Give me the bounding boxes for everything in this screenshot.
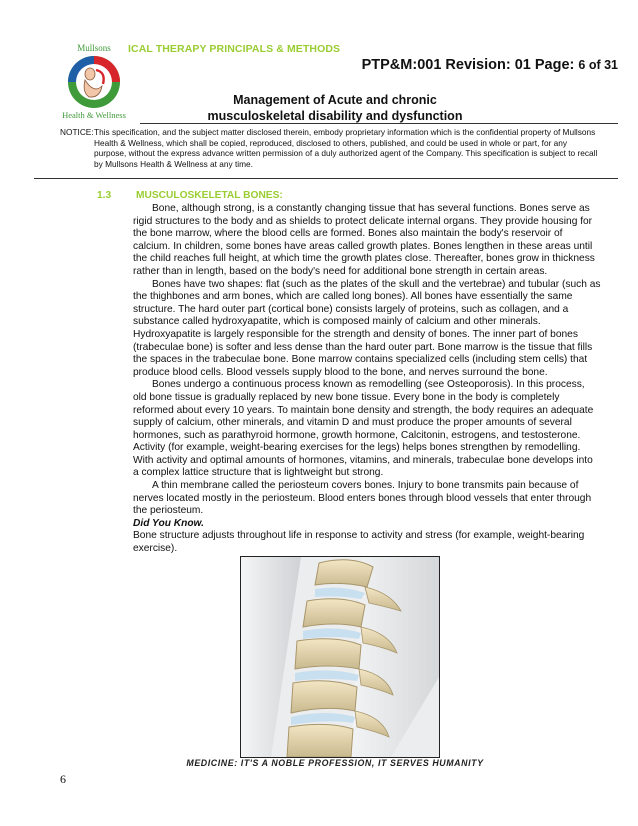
footer-motto: MEDICINE: IT'S A NOBLE PROFESSION, IT SERVES HUMANITY — [186, 758, 484, 768]
body-paragraph: Bones have two shapes: flat (such as the plates of the skull and the vertebrae) and tubular (such as the thighbones and arm bones, which are called long bones). All bones have essentially the same structure. The hard outer part (cortical bone) consists largely of proteins, such as collagen, and a substance called hydroxyapatite, which is composed mainly of calcium and other minerals. Hydroxyapatite is largely responsible for the strength and density of bones. The inner part of bones (trabeculae bone) is softer and less dense than the hard outer part. Bone marrow is the tissue that fills the spaces in the trabeculae bone. Bone marrow contains specialized cells (including stem cells) that produce blood cells. Blood vessels supply blood to the bone, and nerves surround the bone. — [133, 278, 601, 378]
logo-top-text: Mullsons — [77, 43, 111, 53]
notice-block — [60, 127, 600, 169]
document-code-label: PTP&M:001 Revision: 01 Page: — [361, 57, 575, 73]
page-of: 6 of 31 — [578, 58, 618, 72]
section-title: MUSCULOSKELETAL BONES: — [136, 190, 283, 201]
spine-illustration — [240, 556, 440, 758]
notice-divider — [34, 178, 618, 179]
header-divider — [140, 123, 618, 124]
document-code — [362, 57, 618, 73]
subtitle-line-1: Management of Acute and chronic — [233, 93, 437, 107]
document-subtitle — [170, 92, 500, 124]
document-series-title: ICAL THERAPY PRINCIPALS & METHODS — [128, 43, 341, 55]
section-body — [133, 203, 601, 556]
notice-label: NOTICE: — [60, 127, 94, 137]
logo-bottom-text: Health & Wellness — [62, 110, 126, 120]
body-paragraph: Bone, although strong, is a constantly changing tissue that has several functions. Bones serve as rigid structures to the body and as shields to protect delicate internal organs. They provide housing for the bone marrow, where the blood cells are formed. Bones also maintain the body's reservoir of calcium. In children, some bones have areas called growth plates. Bones lengthen in these areas until the child reaches full height, at which time the growth plates close. Thereafter, bones grow in thickness rather than in length, based on the body's need for additional bone strength in certain areas. — [133, 203, 595, 277]
did-you-know-text: Bone structure adjusts throughout life in response to activity and stress (for example, weight-bearing exercise). — [133, 530, 585, 555]
body-paragraph: A thin membrane called the periosteum covers bones. Injury to bone transmits pain because of nerves located mostly in the periosteum. Blood enters bones through blood vessels that enter through the periosteum. — [133, 480, 592, 517]
company-logo — [56, 42, 132, 120]
page-number: 6 — [60, 772, 66, 786]
section-number: 1.3 — [97, 190, 112, 201]
subtitle-line-2: musculoskeletal disability and dysfunction — [207, 109, 463, 123]
notice-text: This specification, and the subject matter disclosed therein, embody proprietary information which is the confidential property of Mullsons Health & Wellness, which shall be copied, reproduced, disclosed to others, published, and could be used in whole or part, for any purpose, without the express advance written permission of a duly authorized agent of the Company. This specification is subject to recall by Mullsons Health & Wellness at any time. — [94, 127, 598, 169]
did-you-know-heading: Did You Know. — [133, 517, 204, 529]
body-paragraph: Bones undergo a continuous process known as remodelling (see Osteoporosis). In this process, old bone tissue is gradually replaced by new bone tissue. Every bone in the body is completely reformed about every 10 years. To maintain bone density and strength, the body requires an adequate supply of calcium, other minerals, and vitamin D and must produce the proper amounts of several hormones, such as parathyroid hormone, growth hormone, Calcitonin, estrogens, and testosterone. Activity (for example, weight-bearing exercises for the legs) helps bones strengthen by remodelling. With activity and optimal amounts of hormones, vitamins, and minerals, trabeculae bone develops into a complex lattice structure that is lightweight but strong. — [133, 379, 594, 479]
